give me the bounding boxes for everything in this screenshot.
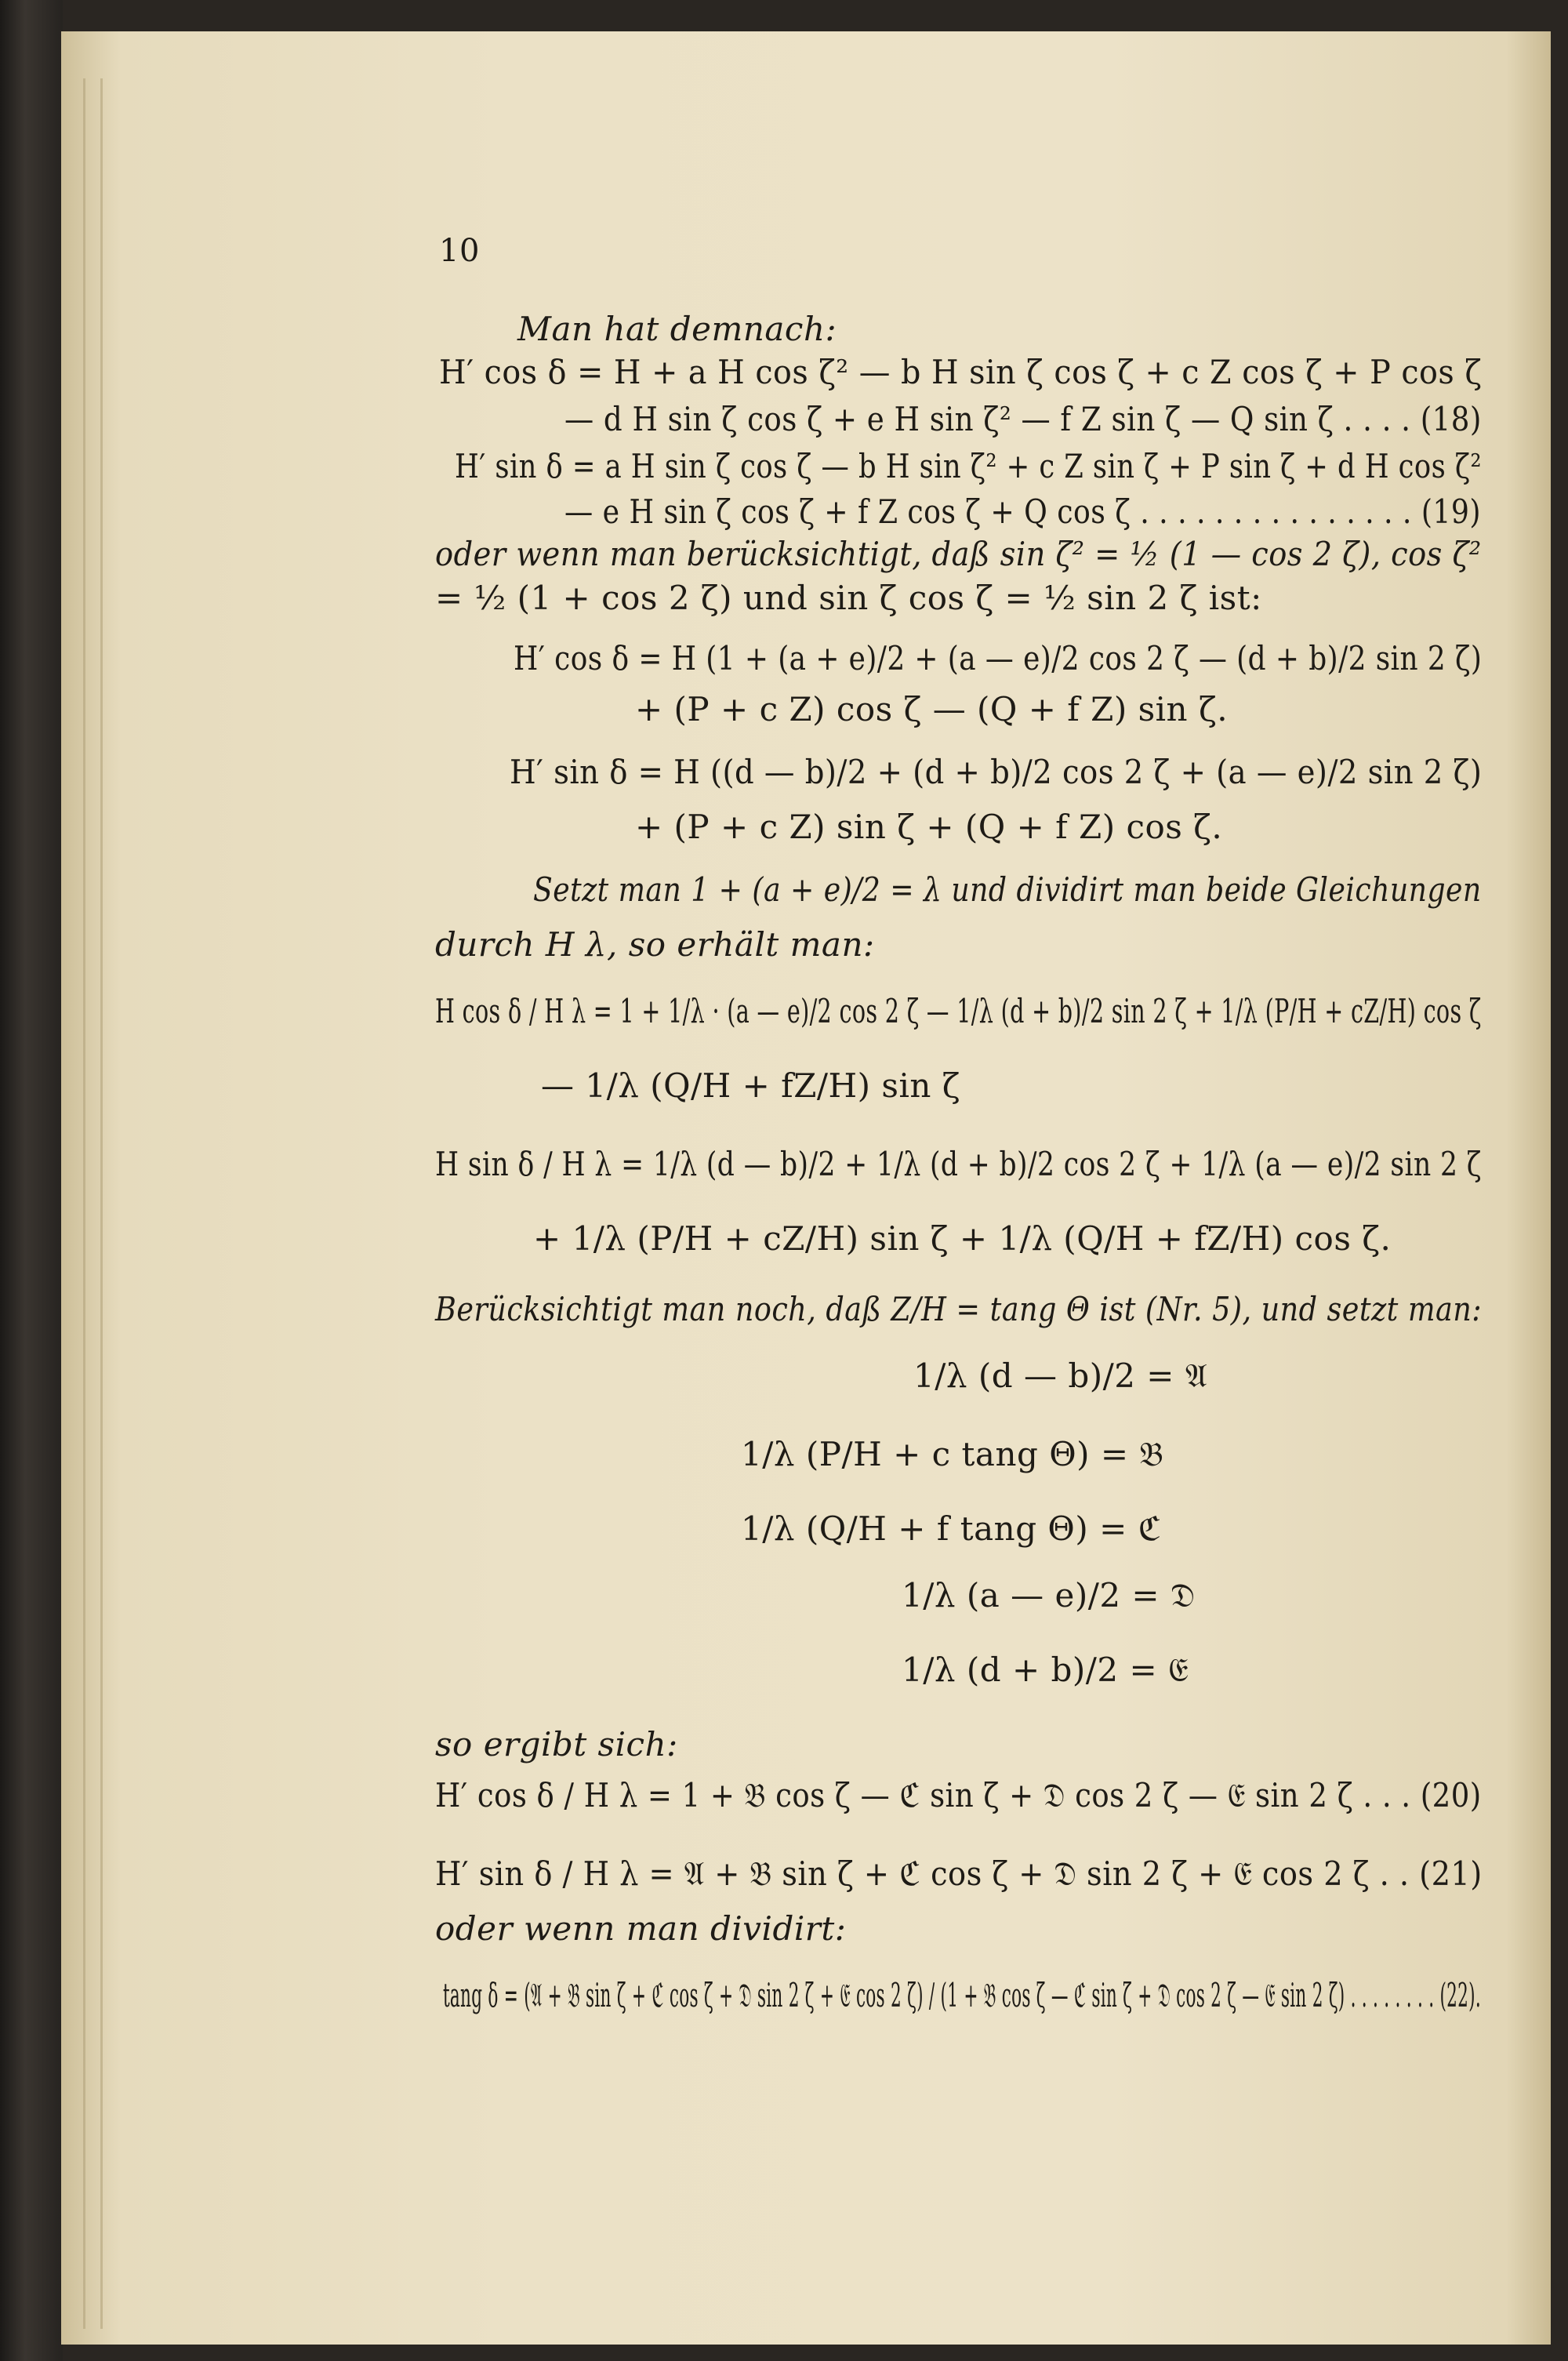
text-line: tang δ = (𝔄 + 𝔅 sin ζ + ℭ cos ζ + 𝔇 sin 2 ζ + 𝔈 cos 2 ζ) / (1 + 𝔅 cos ζ — ℭ sin ζ + 𝔇 cos 2 ζ — 𝔈 sin 2 ζ) . . . . . . . . (22). bbox=[443, 1976, 1481, 2014]
text-line: H′ sin δ = H ((d — b)/2 + (d + b)/2 cos 2 ζ + (a — e)/2 sin 2 ζ) bbox=[510, 753, 1483, 791]
text-line: 1/λ (Q/H + f tang Θ) = ℭ bbox=[741, 1509, 1162, 1548]
text-line: + (P + c Z) cos ζ — (Q + f Z) sin ζ. bbox=[635, 690, 1229, 728]
text-line: + (P + c Z) sin ζ + (Q + f Z) cos ζ. bbox=[635, 808, 1223, 846]
text-line: — d H sin ζ cos ζ + e H sin ζ² — f Z sin ζ — Q sin ζ . . . . (18) bbox=[564, 400, 1482, 438]
text-line: H′ cos δ / H λ = 1 + 𝔅 cos ζ — ℭ sin ζ + 𝔇 cos 2 ζ — 𝔈 sin 2 ζ . . . (20) bbox=[435, 1776, 1482, 1814]
text-line: H sin δ / H λ = 1/λ (d — b)/2 + 1/λ (d + b)/2 cos 2 ζ + 1/λ (a — e)/2 sin 2 ζ bbox=[435, 1145, 1482, 1183]
text-line: — 1/λ (Q/H + fZ/H) sin ζ bbox=[541, 1066, 961, 1105]
text-line: so ergibt sich: bbox=[435, 1725, 678, 1763]
text-line: H′ cos δ = H + a H cos ζ² — b H sin ζ cos ζ + c Z cos ζ + P cos ζ bbox=[439, 353, 1483, 391]
page-number: 10 bbox=[439, 233, 480, 269]
text-line: Man hat demnach: bbox=[517, 310, 837, 348]
text-line: 1/λ (d + b)/2 = 𝔈 bbox=[902, 1651, 1189, 1689]
text-line: Setzt man 1 + (a + e)/2 = λ und dividirt man beide Gleichungen bbox=[533, 870, 1482, 909]
text-line: H′ sin δ / H λ = 𝔄 + 𝔅 sin ζ + ℭ cos ζ + 𝔇 sin 2 ζ + 𝔈 cos 2 ζ . . (21) bbox=[435, 1854, 1483, 1893]
text-line: + 1/λ (P/H + cZ/H) sin ζ + 1/λ (Q/H + fZ/H) cos ζ. bbox=[533, 1219, 1392, 1258]
text-line: oder wenn man dividirt: bbox=[435, 1909, 847, 1948]
page-edge-line bbox=[100, 78, 103, 2329]
text-line: oder wenn man berücksichtigt, daß sin ζ² = ½ (1 — cos 2 ζ), cos ζ² bbox=[435, 535, 1482, 573]
text-line: durch H λ, so erhält man: bbox=[435, 925, 875, 964]
text-line: 1/λ (d — b)/2 = 𝔄 bbox=[913, 1357, 1208, 1395]
text-line: H cos δ / H λ = 1 + 1/λ · (a — e)/2 cos 2 ζ — 1/λ (d + b)/2 sin 2 ζ + 1/λ (P/H + cZ/H) cos ζ bbox=[435, 992, 1482, 1030]
text-line: — e H sin ζ cos ζ + f Z cos ζ + Q cos ζ . . . . . . . . . . . . . . . (19) bbox=[564, 492, 1481, 531]
text-line: H′ sin δ = a H sin ζ cos ζ — b H sin ζ² + c Z sin ζ + P sin ζ + d H cos ζ² bbox=[455, 447, 1483, 485]
text-line: H′ cos δ = H (1 + (a + e)/2 + (a — e)/2 cos 2 ζ — (d + b)/2 sin 2 ζ) bbox=[514, 639, 1483, 677]
text-line: 1/λ (a — e)/2 = 𝔇 bbox=[902, 1576, 1196, 1615]
book-binding bbox=[0, 0, 63, 2361]
text-line: = ½ (1 + cos 2 ζ) und sin ζ cos ζ = ½ sin 2 ζ ist: bbox=[435, 579, 1262, 617]
page-edge-line bbox=[83, 78, 85, 2329]
text-line: Berücksichtigt man noch, daß Z/H = tang Θ ist (Nr. 5), und setzt man: bbox=[435, 1290, 1482, 1328]
text-line: 1/λ (P/H + c tang Θ) = 𝔅 bbox=[741, 1435, 1164, 1473]
